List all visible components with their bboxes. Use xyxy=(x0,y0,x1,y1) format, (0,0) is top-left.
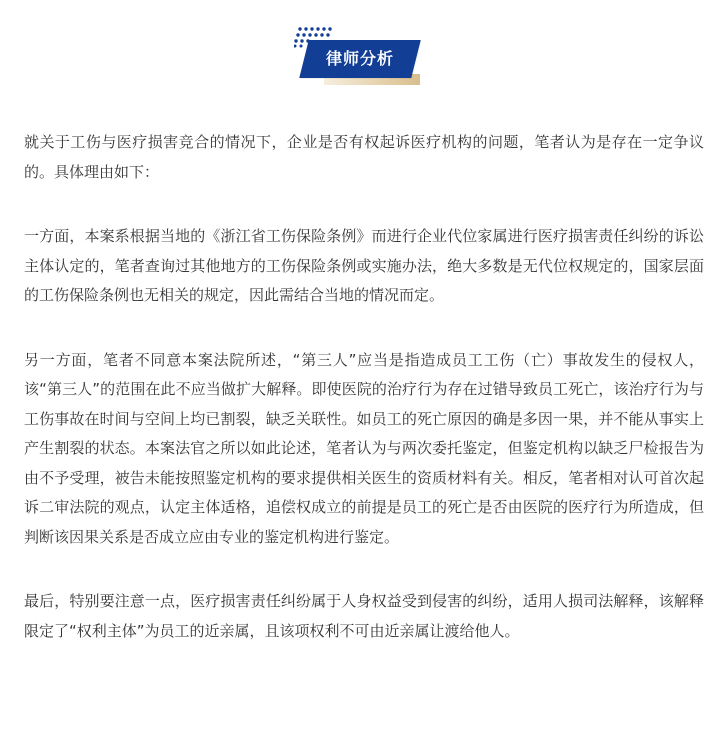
paragraph-intro: 就关于工伤与医疗损害竞合的情况下，企业是否有权起诉医疗机构的问题，笔者认为是存在一定争议的。具体理由如下： xyxy=(24,133,704,181)
paragraph-second-aspect: 另一方面，笔者不同意本案法院所述，“第三人”应当是指造成员工工伤（亡）事故发生的侵权人，该“第三人”的范围在此不应当做扩大解释。即使医院的治疗行为存在过错导致员工死亡，该治疗行为与工伤事故在时间与空间上均已割裂，缺乏关联性。如员工的死亡原因的确是多因一果，并不能从事实上产生割裂的状态。本案法官之所以如此论述，笔者认为与两次委托鉴定，但鉴定机构以缺乏尸检报告为由不予受理，被告未能按照鉴定机构的要求提供相关医生的资质材料有关。相反，笔者相对认可首次起诉二审法院的观点，认定主体适格，追偿权成立的前提是员工的死亡是否由医院的医疗行为所造成，但判断该因果关系是否成立应由专业的鉴定机构进行鉴定。 xyxy=(24,350,704,546)
section-header xyxy=(0,0,720,100)
section-title: 律师分析 xyxy=(325,49,394,68)
article-body xyxy=(24,128,704,646)
paragraph-first-aspect: 一方面，本案系根据当地的《浙江省工伤保险条例》而进行企业代位家属进行医疗损害责任纠纷的诉讼主体认定的，笔者查询过其他地方的工伤保险条例或实施办法，绝大多数是无代位权规定的，国家层面的工伤保险条例也无相关的规定，因此需结合当地的情况而定。 xyxy=(24,227,704,304)
paragraph-finally: 最后，特别要注意一点，医疗损害责任纠纷属于人身权益受到侵害的纠纷，适用人损司法解释，该解释限定了“权利主体”为员工的近亲属，且该项权利不可由近亲属让渡给他人。 xyxy=(24,592,704,640)
